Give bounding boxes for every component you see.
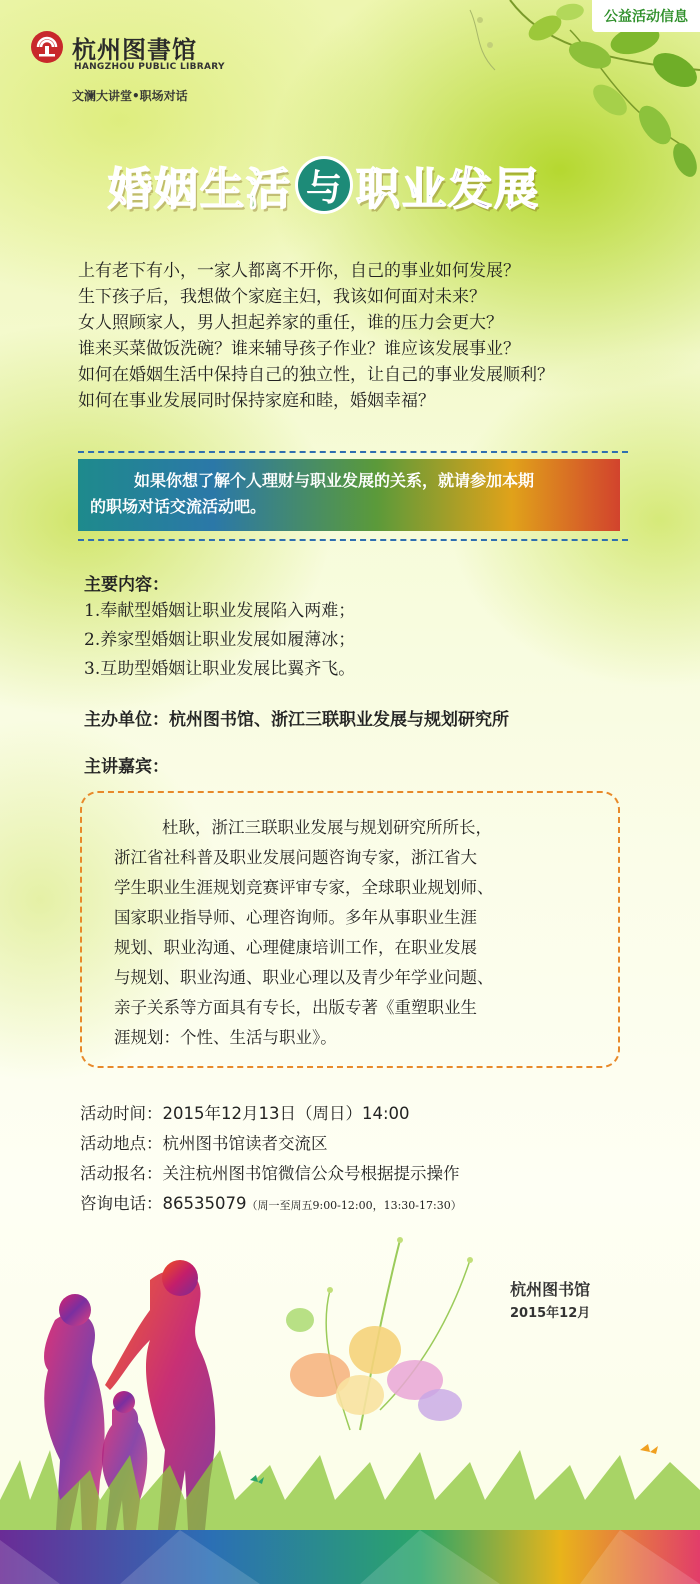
event-place-label: 活动地点：: [80, 1134, 163, 1153]
content-list: [84, 597, 355, 684]
signature-date: 2015年12月: [510, 1306, 591, 1321]
event-signup-row: [80, 1159, 462, 1189]
event-signup-value: 关注杭州图书馆微信公众号根据提示操作: [162, 1164, 460, 1183]
bio-line: 杜耿，浙江三联职业发展与规划研究所所长，: [162, 818, 492, 837]
family-flower-illustration: [0, 1200, 700, 1584]
content-heading: 主要内容：: [84, 575, 169, 595]
signature-org: 杭州图书馆: [510, 1280, 591, 1299]
library-name-en: HANGZHOU PUBLIC LIBRARY: [74, 62, 225, 72]
public-activity-tag: 公益活动信息: [592, 0, 700, 32]
title-char: 业: [402, 164, 448, 215]
title-char: 生: [200, 164, 246, 215]
bio-line: 涯规划：个性、生活与职业》。: [114, 1028, 337, 1047]
bio-line: 浙江省社科普及职业发展问题咨询专家，浙江省大: [114, 848, 477, 867]
bio-line: 国家职业指导师、心理咨询师。多年从事职业生涯: [114, 908, 477, 927]
signature: [510, 1277, 590, 1321]
divider-bottom: [78, 539, 628, 541]
title-char: 展: [494, 164, 540, 215]
invitation-banner: [78, 459, 620, 531]
event-signup-label: 活动报名：: [80, 1164, 163, 1183]
event-phone-label: 咨询电话：: [80, 1194, 163, 1213]
event-place-row: [80, 1129, 462, 1159]
list-item: 2.养家型婚姻让职业发展如履薄冰；: [84, 630, 356, 650]
title-char: 发: [448, 164, 494, 215]
intro-line: 谁来买菜做饭洗碗？谁来辅导孩子作业？谁应该发展事业？: [78, 339, 520, 359]
intro-line: 如何在事业发展同时保持家庭和睦，婚姻幸福？: [78, 391, 435, 411]
library-name-cn: 杭州图書馆: [72, 35, 197, 64]
series-name: 文澜大讲堂•职场对话: [72, 89, 188, 103]
divider-top: [78, 451, 628, 453]
speaker-heading: 主讲嘉宾：: [84, 757, 169, 777]
title-connector: 与: [298, 159, 350, 211]
intro-line: 如何在婚姻生活中保持自己的独立性，让自己的事业发展顺利？: [78, 365, 554, 385]
organizer-line: 主办单位：杭州图书馆、浙江三联职业发展与规划研究所: [84, 710, 509, 730]
page-title: [108, 155, 540, 215]
speaker-bio-box: [80, 791, 620, 1068]
list-item: 1.奉献型婚姻让职业发展陷入两难；: [84, 601, 356, 621]
title-char: 姻: [154, 164, 200, 215]
event-place-value: 杭州图书馆读者交流区: [162, 1134, 328, 1153]
event-phone-hours: （周一至周五9:00-12:00，13:30-17:30）: [246, 1199, 462, 1212]
title-char: 职: [356, 164, 402, 215]
event-time-label: 活动时间：: [80, 1104, 163, 1123]
list-item: 3.互助型婚姻让职业发展比翼齐飞。: [84, 659, 356, 679]
bio-line: 与规划、职业沟通、职业心理以及青少年学业问题、: [114, 968, 494, 987]
intro-questions: [78, 258, 638, 414]
bio-line: 规划、职业沟通、心理健康培训工作，在职业发展: [114, 938, 477, 957]
bio-line: 亲子关系等方面具有专长，出版专著《重塑职业生: [114, 998, 477, 1017]
bio-line: 学生职业生涯规划竞赛评审专家，全球职业规划师、: [114, 878, 494, 897]
event-phone-value: 86535079: [162, 1194, 247, 1213]
library-logo-icon: [30, 30, 64, 64]
event-time-row: [80, 1099, 462, 1129]
intro-line: 生下孩子后，我想做个家庭主妇，我该如何面对未来？: [78, 287, 486, 307]
event-time-value: 2015年12月13日（周日）14:00: [162, 1104, 410, 1123]
title-char: 婚: [108, 164, 154, 215]
intro-line: 女人照顾家人，男人担起养家的重任，谁的压力会更大？: [78, 313, 503, 333]
banner-line-2: 的职场对话交流活动吧。: [90, 497, 267, 516]
banner-line-1: 如果你想了解个人理财与职业发展的关系，就请参加本期: [134, 471, 535, 490]
intro-line: 上有老下有小，一家人都离不开你，自己的事业如何发展？: [78, 261, 520, 281]
title-char: 活: [246, 164, 292, 215]
